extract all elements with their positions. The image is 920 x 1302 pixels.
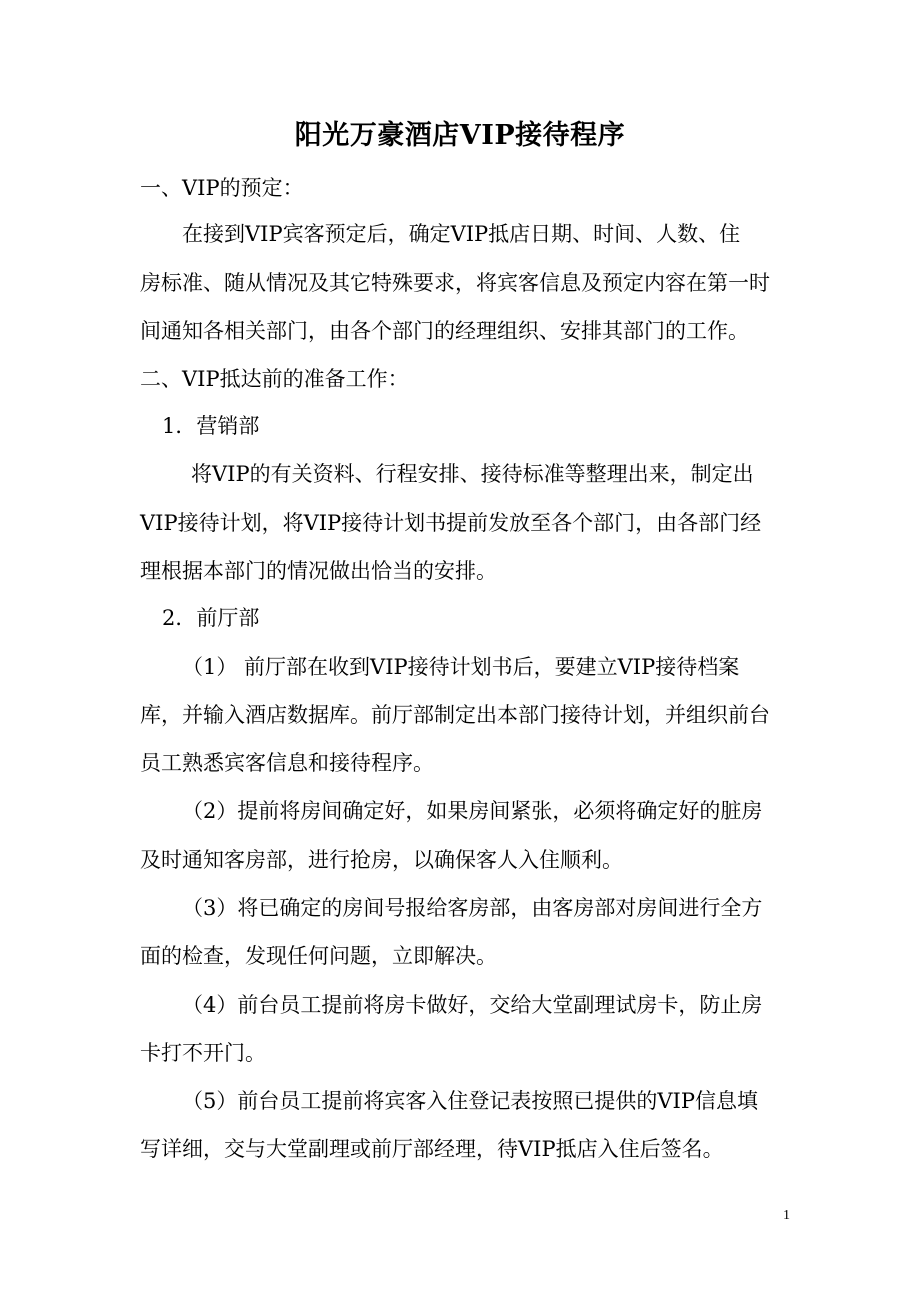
paragraph-line: 在接到VIP宾客预定后，确定VIP抵店日期、时间、人数、住 xyxy=(182,222,741,246)
subsection-heading-front-office: 2．前厅部 xyxy=(162,606,260,630)
section-heading-vip-reservation: 一、VIP的预定： xyxy=(140,176,304,200)
subsection-heading-marketing: 1．营销部 xyxy=(162,414,260,438)
list-item-line: （3）将已确定的房间号报给客房部，由客房部对房间进行全方 xyxy=(182,896,763,920)
paragraph-line: 房标准、随从情况及其它特殊要求，将宾客信息及预定内容在第一时 xyxy=(140,271,770,295)
list-item-line: 及时通知客房部，进行抢房，以确保客人入住顺利。 xyxy=(140,848,623,872)
page-number: 1 xyxy=(783,1208,790,1223)
list-item-line: （2）提前将房间确定好，如果房间紧张，必须将确定好的脏房 xyxy=(182,799,763,823)
section-heading-preparation: 二、VIP抵达前的准备工作： xyxy=(140,367,409,391)
list-item-line: （4）前台员工提前将房卡做好，交给大堂副理试房卡，防止房 xyxy=(182,993,763,1017)
list-item-line: （5）前台员工提前将宾客入住登记表按照已提供的VIP信息填 xyxy=(182,1089,758,1113)
paragraph-line: 间通知各相关部门，由各个部门的经理组织、安排其部门的工作。 xyxy=(140,319,749,343)
list-item-line: 库，并输入酒店数据库。前厅部制定出本部门接待计划，并组织前台 xyxy=(140,703,770,727)
paragraph-line: 理根据本部门的情况做出恰当的安排。 xyxy=(140,559,497,583)
list-item-line: （1） 前厅部在收到VIP接待计划书后，要建立VIP接待档案 xyxy=(182,655,740,679)
list-item-line: 员工熟悉宾客信息和接待程序。 xyxy=(140,751,434,775)
paragraph-line: 将VIP的有关资料、行程安排、接待标准等整理出来，制定出 xyxy=(191,462,754,486)
paragraph-line: VIP接待计划，将VIP接待计划书提前发放至各个部门，由各部门经 xyxy=(140,511,762,535)
list-item-line: 写详细，交与大堂副理或前厅部经理，待VIP抵店入住后签名。 xyxy=(140,1137,724,1161)
document-title: 阳光万豪酒店VIP接待程序 xyxy=(294,120,626,151)
list-item-line: 卡打不开门。 xyxy=(140,1041,266,1065)
list-item-line: 面的检查，发现任何问题，立即解决。 xyxy=(140,944,497,968)
